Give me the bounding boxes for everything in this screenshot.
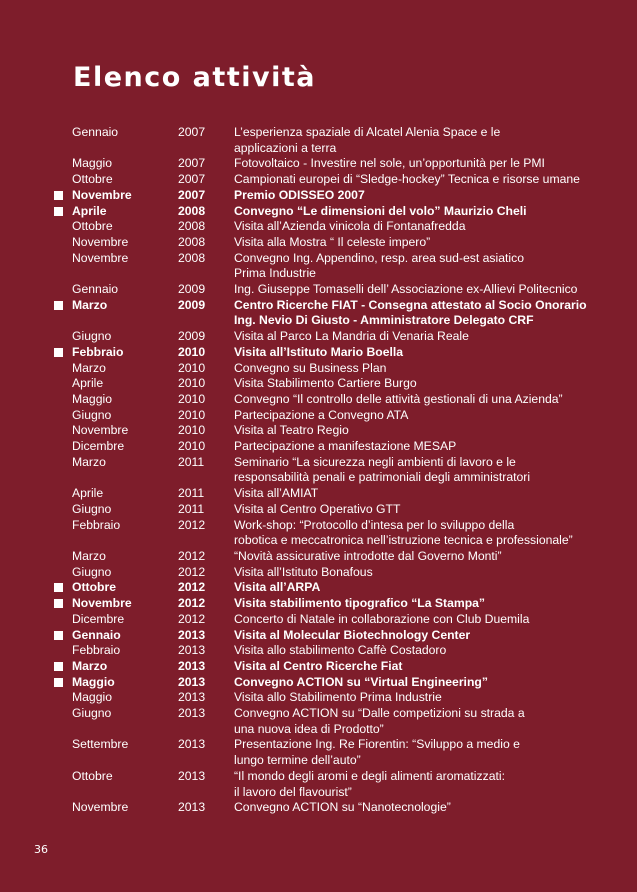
activity-description: [234, 376, 614, 392]
activity-year: 2013: [178, 706, 206, 721]
activity-description: [234, 345, 614, 361]
activity-description-line: Partecipazione a Convegno ATA: [234, 407, 409, 422]
activity-month: Maggio: [72, 391, 112, 406]
activity-description-line: Concerto di Natale in collaborazione con Club Duemila: [234, 611, 530, 626]
activity-description-line: Visita all’Istituto Mario Boella: [234, 344, 404, 359]
activity-year: 2007: [178, 172, 206, 187]
activity-row: [0, 549, 637, 565]
activity-row: [0, 408, 637, 424]
activity-description: [234, 172, 614, 188]
activity-description-line: Visita stabilimento tipografico “La Stampa”: [234, 596, 486, 611]
activity-description: [234, 392, 614, 408]
activity-row: [0, 204, 637, 220]
activity-month: Febbraio: [72, 643, 121, 658]
activity-description: [234, 439, 614, 455]
activity-year: 2011: [178, 454, 205, 469]
activity-row: [0, 219, 637, 235]
activity-description: [234, 455, 614, 486]
activity-description-line: una nuova idea di Prodotto”: [234, 721, 384, 736]
activity-row: [0, 565, 637, 581]
activity-description: [234, 329, 614, 345]
activity-description-line: applicazioni a terra: [234, 140, 337, 155]
activity-row: [0, 706, 637, 737]
activity-row: [0, 156, 637, 172]
activity-description-line: Ing. Nevio Di Giusto - Amministratore Delegato CRF: [234, 313, 534, 328]
activity-month: Giugno: [72, 407, 112, 422]
activity-description: [234, 486, 614, 502]
activity-row: [0, 628, 637, 644]
activity-row: [0, 690, 637, 706]
activity-month: Novembre: [72, 234, 129, 249]
activity-month: Gennaio: [72, 282, 119, 297]
activity-row: [0, 251, 637, 282]
activity-description-line: Visita all’AMIAT: [234, 486, 319, 501]
activity-description-line: Visita Stabilimento Cartiere Burgo: [234, 376, 417, 391]
activity-row: [0, 376, 637, 392]
activity-year: 2009: [178, 282, 206, 297]
activity-description: [234, 549, 614, 565]
activity-description-line: lungo termine dell’auto”: [234, 753, 361, 768]
activity-row: [0, 361, 637, 377]
activity-description-line: Campionati europei di “Sledge-hockey” Tecnica e risorse umane: [234, 172, 580, 187]
activity-year: 2013: [178, 627, 206, 642]
activity-description-line: “Il mondo degli aromi e degli alimenti aromatizzati:: [234, 768, 505, 783]
activity-month: Novembre: [72, 187, 132, 202]
activity-month: Gennaio: [72, 627, 121, 642]
activity-year: 2010: [178, 344, 206, 359]
activity-row: [0, 486, 637, 502]
activity-description-line: Visita all’ARPA: [234, 580, 321, 595]
activity-row: [0, 282, 637, 298]
activity-month: Marzo: [72, 658, 108, 673]
activity-row: [0, 580, 637, 596]
activity-year: 2012: [178, 564, 206, 579]
activity-description: [234, 659, 614, 675]
activity-year: 2010: [178, 407, 206, 422]
activity-month: Gennaio: [72, 125, 119, 139]
activity-month: Ottobre: [72, 768, 113, 783]
activity-description-line: robotica e meccatronica nell’istruzione tecnica e professionale”: [234, 533, 573, 548]
activity-year: 2011: [178, 501, 205, 516]
activity-month: Marzo: [72, 360, 106, 375]
activity-row: [0, 423, 637, 439]
activity-description: [234, 204, 614, 220]
square-bullet-icon: [54, 207, 63, 216]
activity-description: [234, 643, 614, 659]
activity-description: [234, 251, 614, 282]
activity-year: 2010: [178, 423, 206, 438]
activity-description-line: Visita al Centro Operativo GTT: [234, 501, 401, 516]
activity-year: 2007: [178, 187, 206, 202]
activity-year: 2008: [178, 234, 206, 249]
activity-description-line: Prima Industrie: [234, 266, 316, 281]
activity-description-line: Visita all’Azienda vinicola di Fontanafredda: [234, 219, 466, 234]
activity-year: 2010: [178, 376, 206, 391]
activity-description-line: responsabilità penali e patrimoniali degli amministratori: [234, 470, 531, 485]
square-bullet-icon: [54, 583, 63, 592]
activity-year: 2009: [178, 297, 206, 312]
activity-year: 2012: [178, 611, 206, 626]
activity-description: [234, 408, 614, 424]
activity-description: [234, 769, 614, 800]
activity-month: Ottobre: [72, 219, 113, 234]
activity-row: [0, 172, 637, 188]
activity-month: Aprile: [72, 486, 104, 501]
activity-description: [234, 282, 614, 298]
activity-description: [234, 596, 614, 612]
activity-description: [234, 219, 614, 235]
activity-description: [234, 125, 614, 156]
activity-year: 2013: [178, 658, 206, 673]
activity-description: [234, 737, 614, 768]
activity-description-line: Convegno ACTION su “Dalle competizioni su strada a: [234, 706, 525, 721]
activity-description-line: Partecipazione a manifestazione MESAP: [234, 439, 457, 454]
activity-month: Novembre: [72, 800, 129, 815]
activity-month: Ottobre: [72, 580, 117, 595]
activity-year: 2012: [178, 580, 206, 595]
activity-month: Novembre: [72, 596, 132, 611]
activity-year: 2008: [178, 219, 206, 234]
activity-description-line: Visita all’Istituto Bonafous: [234, 564, 373, 579]
square-bullet-icon: [54, 678, 63, 687]
activity-description-line: Convegno ACTION su “Nanotecnologie”: [234, 800, 451, 815]
square-bullet-icon: [54, 301, 63, 310]
page-number: 36: [34, 843, 48, 856]
activity-list: [0, 125, 637, 816]
activity-description: [234, 580, 614, 596]
activity-description: [234, 298, 614, 329]
activity-month: Giugno: [72, 706, 112, 721]
activity-month: Maggio: [72, 156, 112, 171]
activity-description-line: Visita allo stabilimento Caffè Costadoro: [234, 643, 447, 658]
activity-description-line: Visita al Teatro Regio: [234, 423, 349, 438]
activity-description-line: Ing. Giuseppe Tomaselli dell’ Associazione ex-Allievi Politecnico: [234, 282, 578, 297]
activity-month: Novembre: [72, 250, 129, 265]
activity-description: [234, 188, 614, 204]
activity-row: [0, 235, 637, 251]
activity-month: Giugno: [72, 329, 112, 344]
activity-description-line: Visita allo Stabilimento Prima Industrie: [234, 690, 442, 705]
activity-month: Maggio: [72, 674, 115, 689]
activity-month: Febbraio: [72, 517, 121, 532]
activity-year: 2013: [178, 800, 206, 815]
activity-description-line: “Novità assicurative introdotte dal Governo Monti”: [234, 548, 502, 563]
activity-description: [234, 800, 614, 816]
activity-month: Maggio: [72, 690, 112, 705]
activity-description-line: Convegno su Business Plan: [234, 360, 387, 375]
activity-row: [0, 737, 637, 768]
activity-description: [234, 628, 614, 644]
activity-year: 2012: [178, 596, 206, 611]
activity-month: Settembre: [72, 737, 129, 752]
activity-row: [0, 596, 637, 612]
activity-description-line: Seminario “La sicurezza negli ambienti di lavoro e le: [234, 454, 516, 469]
activity-description: [234, 518, 614, 549]
activity-year: 2013: [178, 690, 206, 705]
activity-description-line: Premio ODISSEO 2007: [234, 187, 365, 202]
activity-month: Dicembre: [72, 439, 125, 454]
activity-description: [234, 612, 614, 628]
activity-month: Marzo: [72, 454, 106, 469]
activity-year: 2013: [178, 643, 206, 658]
activity-row: [0, 345, 637, 361]
activity-description-line: Visita al Molecular Biotechnology Center: [234, 627, 471, 642]
activity-year: 2010: [178, 439, 206, 454]
activity-year: 2012: [178, 548, 206, 563]
page-title: Elenco attività: [73, 62, 316, 93]
activity-month: Giugno: [72, 564, 112, 579]
activity-year: 2010: [178, 360, 206, 375]
activity-description: [234, 675, 614, 691]
activity-row: [0, 188, 637, 204]
activity-year: 2007: [178, 156, 206, 171]
square-bullet-icon: [54, 662, 63, 671]
activity-description-line: il lavoro del flavourist”: [234, 784, 352, 799]
activity-month: Ottobre: [72, 172, 113, 187]
activity-row: [0, 518, 637, 549]
activity-month: Aprile: [72, 376, 104, 391]
activity-description-line: Visita al Parco La Mandria di Venaria Reale: [234, 329, 469, 344]
activity-row: [0, 298, 637, 329]
activity-year: 2008: [178, 250, 206, 265]
activity-row: [0, 643, 637, 659]
activity-description-line: Visita alla Mostra “ Il celeste impero”: [234, 234, 431, 249]
activity-description-line: Convegno “Le dimensioni del volo” Maurizio Cheli: [234, 203, 527, 218]
activity-year: 2013: [178, 674, 206, 689]
activity-row: [0, 659, 637, 675]
activity-month: Marzo: [72, 297, 108, 312]
activity-row: [0, 455, 637, 486]
activity-year: 2007: [178, 125, 206, 139]
activity-month: Febbraio: [72, 344, 124, 359]
square-bullet-icon: [54, 191, 63, 200]
activity-row: [0, 125, 637, 156]
activity-description-line: Presentazione Ing. Re Fiorentin: “Sviluppo a medio e: [234, 737, 520, 752]
activity-description: [234, 156, 614, 172]
activity-month: Aprile: [72, 203, 107, 218]
activity-description: [234, 565, 614, 581]
activity-description: [234, 235, 614, 251]
activity-row: [0, 392, 637, 408]
activity-year: 2008: [178, 203, 206, 218]
activity-description: [234, 423, 614, 439]
activity-month: Marzo: [72, 548, 106, 563]
activity-month: Giugno: [72, 501, 112, 516]
activity-year: 2011: [178, 486, 205, 501]
activity-year: 2010: [178, 391, 206, 406]
activity-year: 2013: [178, 737, 206, 752]
activity-month: Novembre: [72, 423, 129, 438]
activity-row: [0, 439, 637, 455]
activity-row: [0, 800, 637, 816]
activity-row: [0, 502, 637, 518]
activity-description-line: Convegno Ing. Appendino, resp. area sud-est asiatico: [234, 250, 524, 265]
activity-description-line: Convegno “Il controllo delle attività gestionali di una Azienda”: [234, 391, 563, 406]
activity-year: 2013: [178, 768, 206, 783]
activity-month: Dicembre: [72, 611, 125, 626]
activity-row: [0, 675, 637, 691]
activity-description-line: Fotovoltaico - Investire nel sole, un’opportunità per le PMI: [234, 156, 545, 171]
activity-row: [0, 612, 637, 628]
square-bullet-icon: [54, 599, 63, 608]
activity-description-line: L’esperienza spaziale di Alcatel Alenia Space e le: [234, 125, 501, 139]
square-bullet-icon: [54, 631, 63, 640]
activity-description: [234, 361, 614, 377]
activity-description-line: Work-shop: “Protocollo d’intesa per lo sviluppo della: [234, 517, 515, 532]
activity-row: [0, 329, 637, 345]
activity-description: [234, 706, 614, 737]
activity-row: [0, 769, 637, 800]
square-bullet-icon: [54, 348, 63, 357]
activity-description-line: Convegno ACTION su “Virtual Engineering”: [234, 674, 488, 689]
activity-year: 2009: [178, 329, 206, 344]
activity-description: [234, 690, 614, 706]
activity-description: [234, 502, 614, 518]
activity-year: 2012: [178, 517, 206, 532]
activity-description-line: Centro Ricerche FIAT - Consegna attestato al Socio Onorario: [234, 297, 587, 312]
activity-description-line: Visita al Centro Ricerche Fiat: [234, 658, 403, 673]
